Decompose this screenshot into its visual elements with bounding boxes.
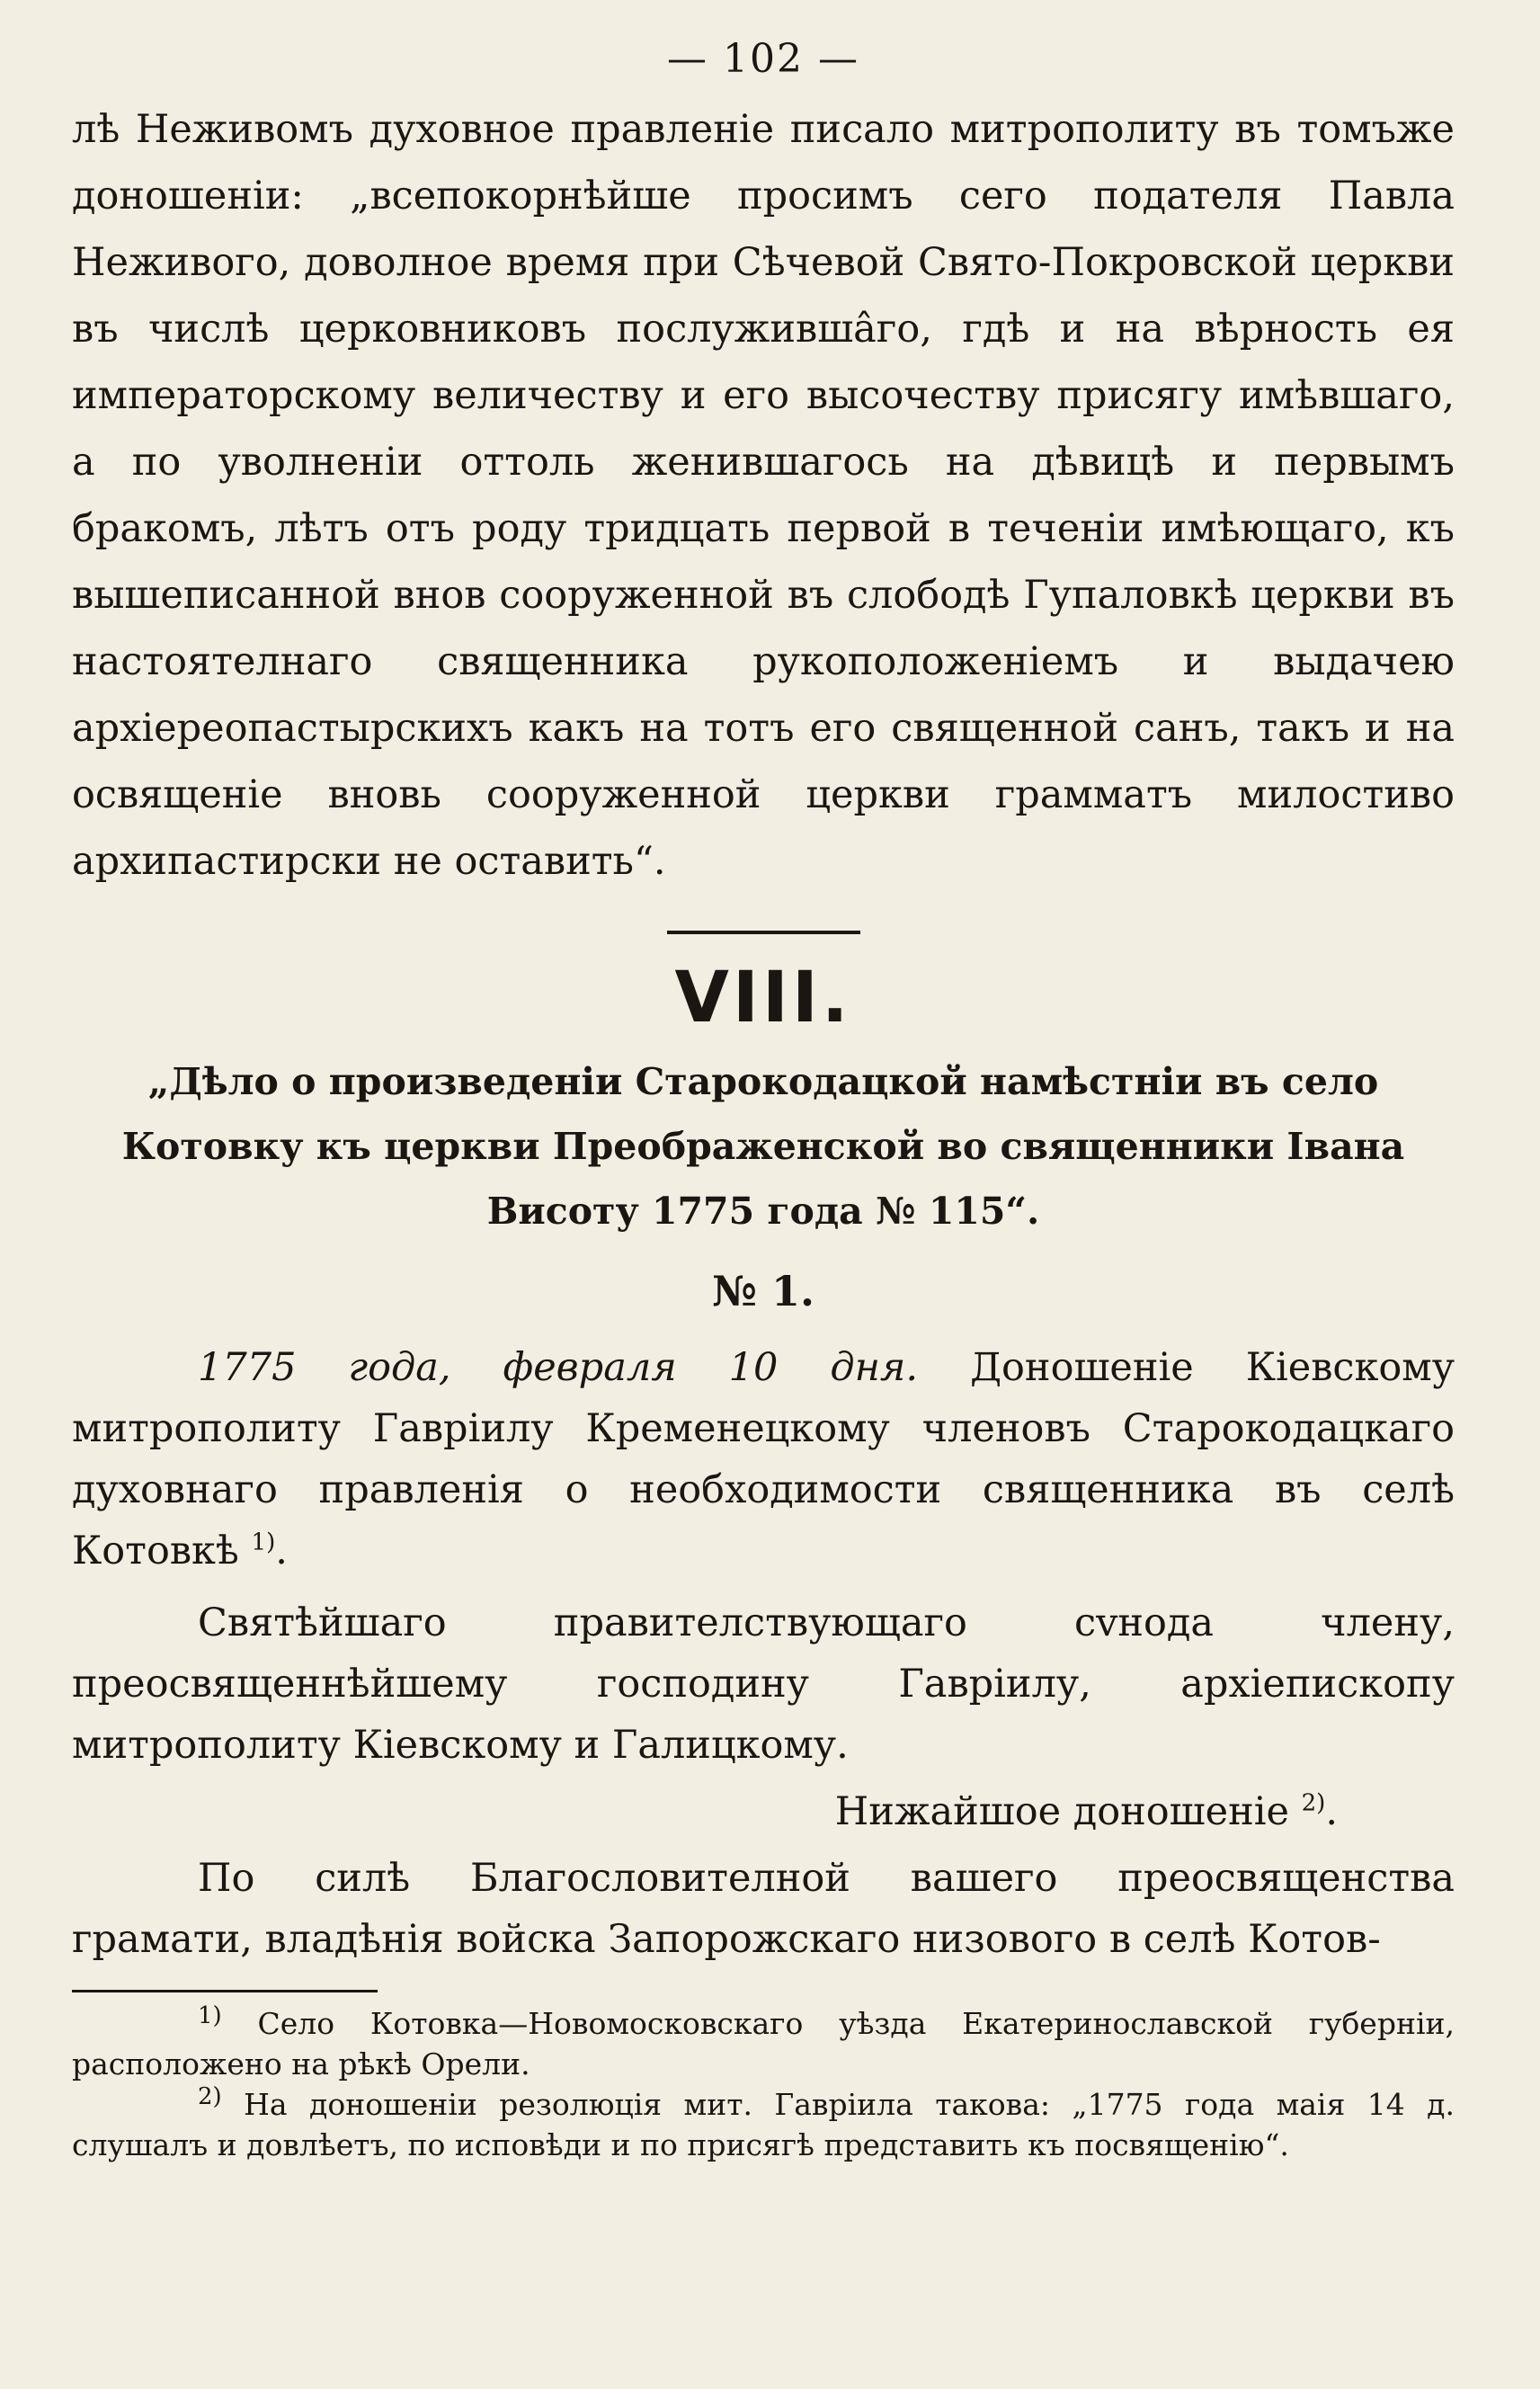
footnote-marker-1: 1): [198, 2002, 222, 2029]
document-heading-paragraph: 1775 года, февраля 10 дня. Доношеніе Кіевскому митрополиту Гавріилу Кременецкому членовъ Старокодацкаго духовнаго правленія о необходимости священника въ селѣ Котовкѣ $^{1)}$.: [72, 1345, 1455, 1573]
closing-paragraph: По силѣ Благословителной вашего преосвященства грамати, владѣнія войска Запорожскаго низового в селѣ Котов-: [72, 1856, 1455, 1962]
footnote-divider: [72, 1990, 378, 1992]
case-title: „Дѣло о произведеніи Старокодацкой намѣстніи въ село Котовку къ церкви Преображенской во священники Івана Висоту 1775 года № 115“.: [121, 1060, 1405, 1233]
footnote-marker-2: 2): [198, 2083, 222, 2110]
document-date: 1775 года, февраля 10 дня.: [198, 1345, 919, 1390]
footnote-ref-2: 2): [1301, 1789, 1326, 1817]
section-numeral: VIII.: [674, 958, 852, 1039]
address-paragraph: Святѣйшаго правителствующаго сvнода члену, преосвященнѣйшему господину Гавріилу, архіепископу митрополиту Кіевскому и Галицкому.: [72, 1600, 1455, 1768]
footnote-ref-1: 1): [251, 1529, 276, 1556]
document-summary: Доношеніе Кіевскому митрополиту Гавріилу Кременецкому членовъ Старокодацкаго духовнаго правленія о необходимости священника въ селѣ Котовкѣ: [72, 1345, 1455, 1573]
signature-text: Нижайшое доношеніе: [834, 1789, 1289, 1834]
footnote-2: [72, 2084, 1455, 2165]
document-number: № 1.: [711, 1267, 815, 1315]
footnote-1: [72, 2003, 1455, 2084]
footnote-text-2: На доношеніи резолюція мит. Гавріила такова: „1775 года маія 14 д. слушалъ и довлѣетъ, по исповѣди и по присягѣ представить къ посвященію“.: [72, 2087, 1455, 2162]
section-divider: [667, 931, 860, 934]
signature-line: Нижайшое доношеніе $^{2)}$.: [834, 1789, 1338, 1834]
footnote-text-1: Село Котовка—Новомосковскаго уѣзда Екатеринославской губерніи, расположено на рѣкѣ Орели.: [72, 2006, 1455, 2081]
page-number: — 102 —: [667, 36, 859, 82]
intro-paragraph: лѣ Неживомъ духовное правленіе писало митрополиту въ томъже доношеніи: „всепокорнѣйше просимъ сего подателя Павла Неживого, доволное время при Сѣчевой Свято-Покровской церкви въ числѣ церковниковъ послуживша̂го, гдѣ и на вѣрность ея императорскому величеству и его высочеству присягу имѣвшаго, а по уволненіи оттоль женившагось на дѣвицѣ и первымъ бракомъ, лѣтъ отъ роду тридцать первой в теченіи имѣющаго, къ вышеписанной внов сооруженной въ слободѣ Гупаловкѣ церкви въ настоятелнаго священника рукоположеніемъ и выдачею архіереопастырскихъ какъ на тотъ его священной санъ, такъ и на освященіе вновь сооруженной церкви грамматъ милостиво архипастирски не оставить“.: [72, 107, 1455, 884]
